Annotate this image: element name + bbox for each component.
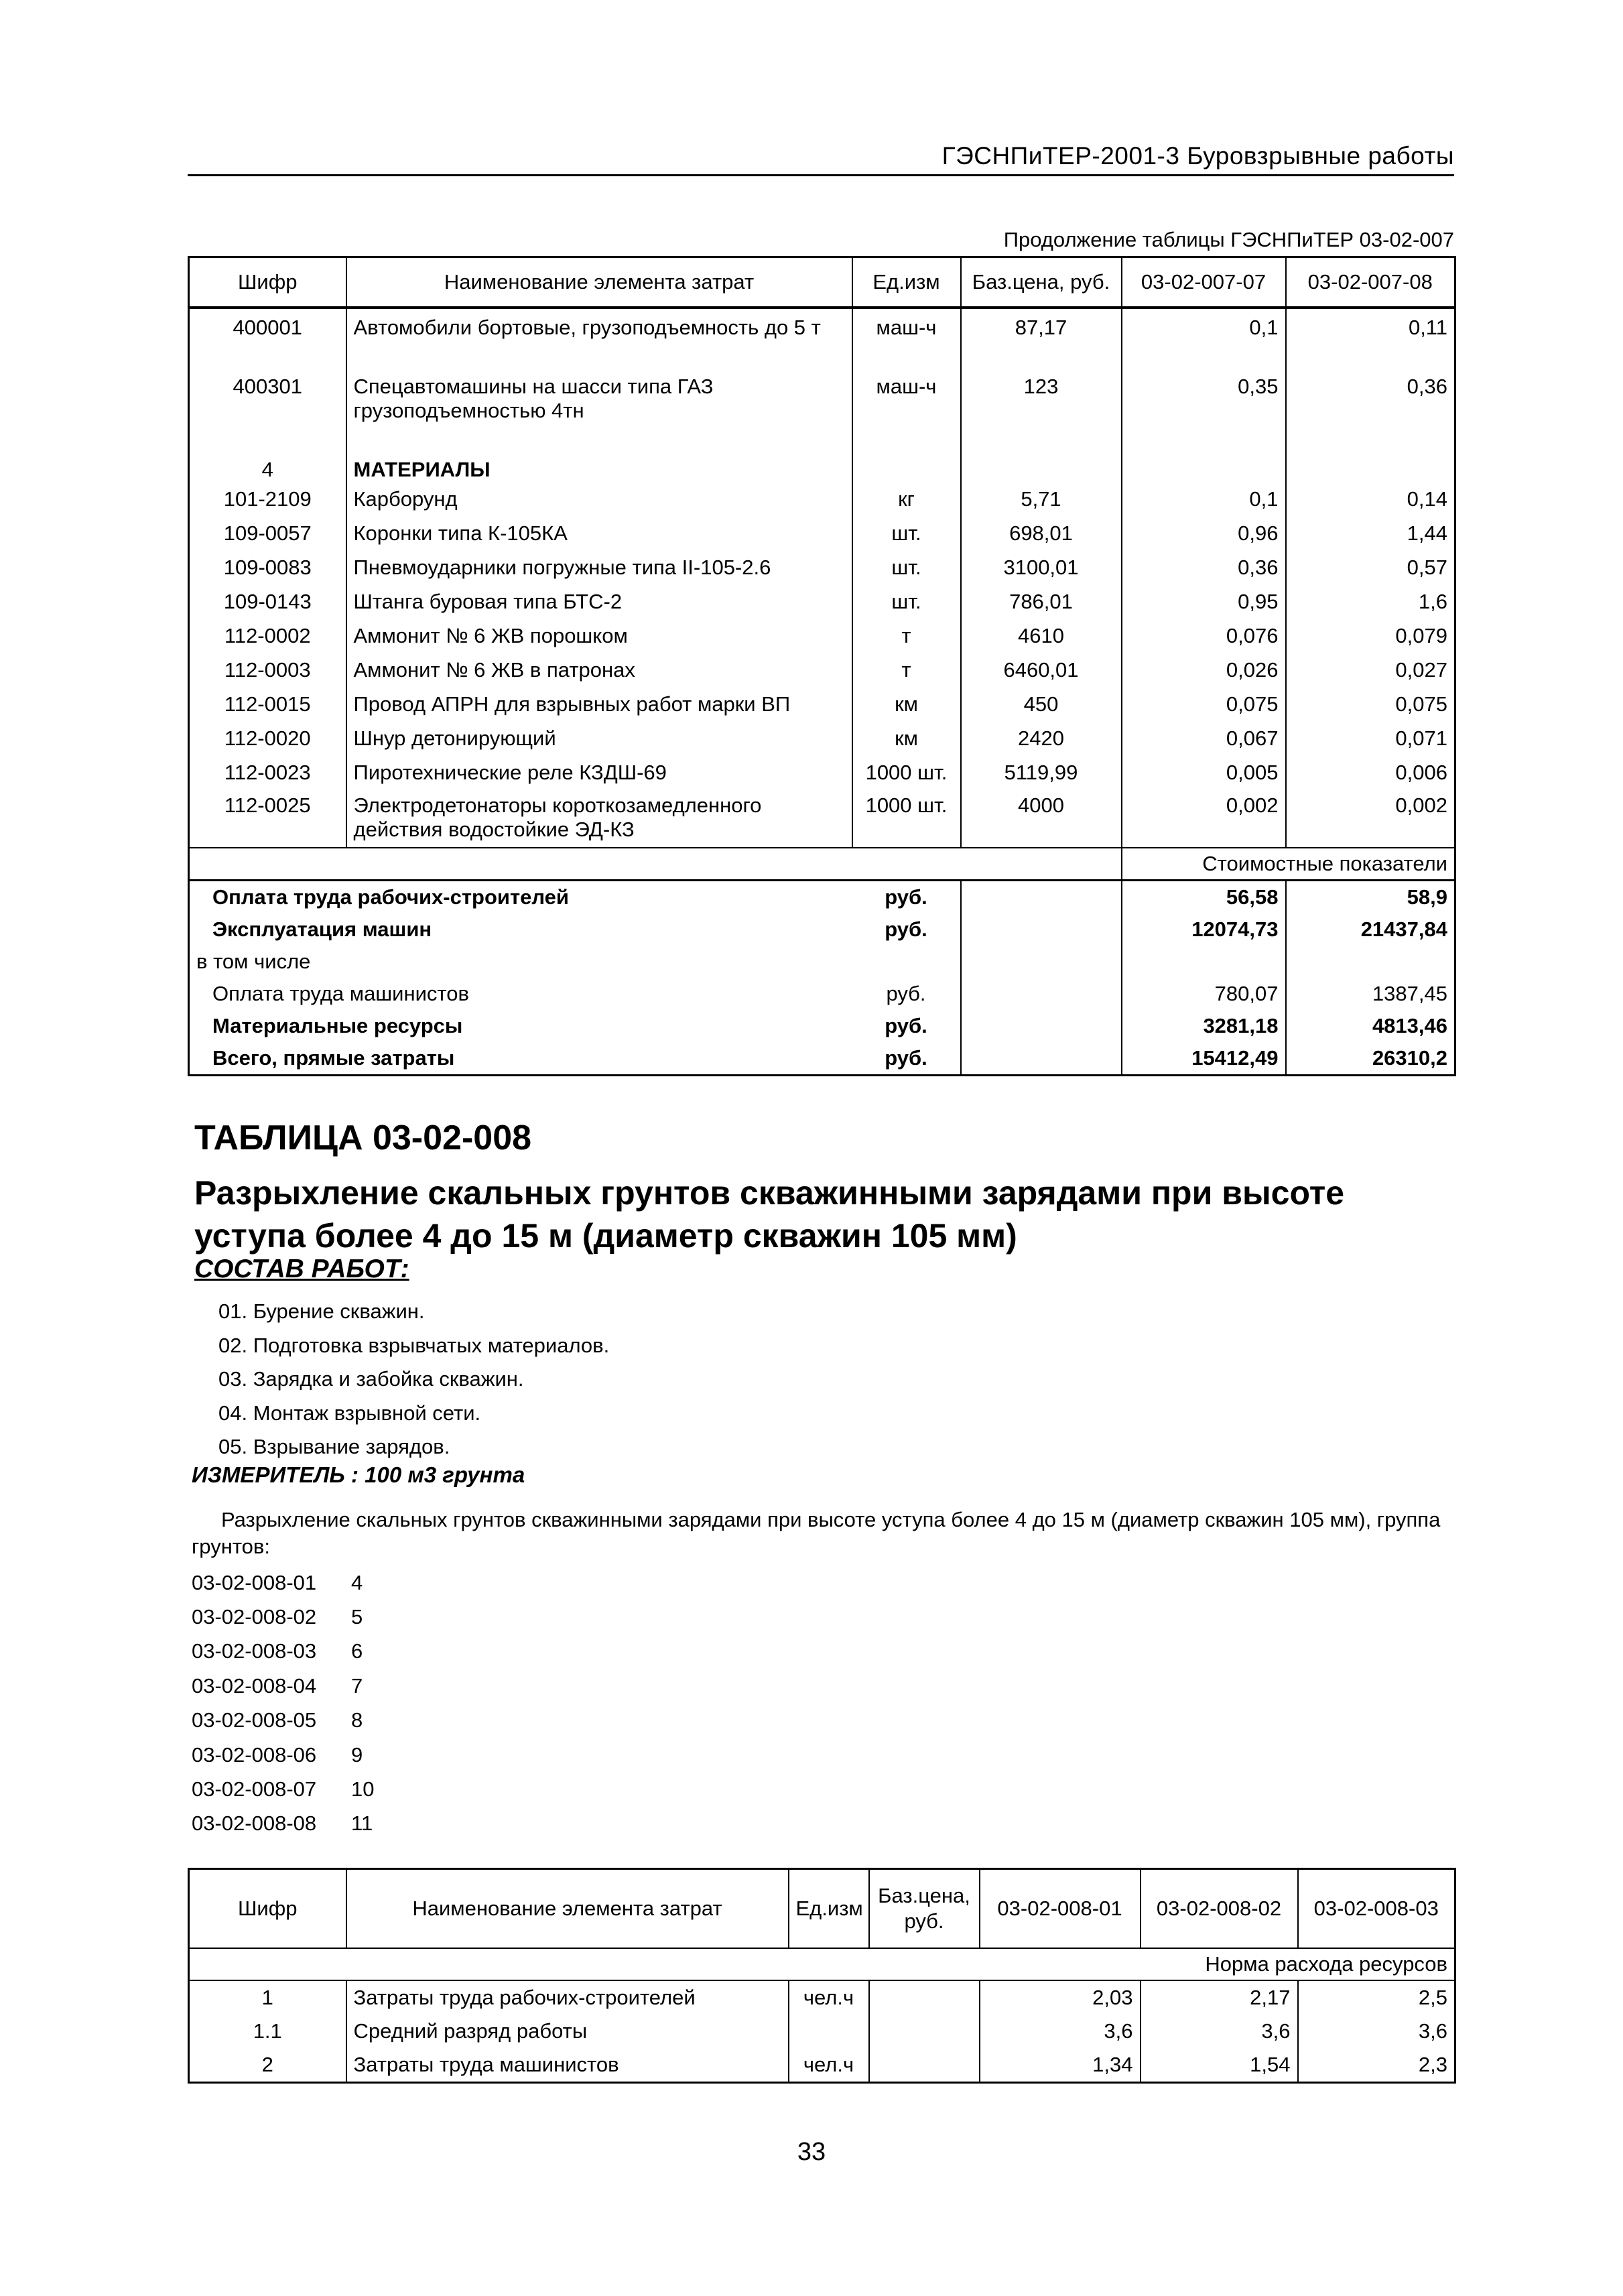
summary-unit: руб. bbox=[885, 917, 927, 941]
summary-value: 21437,84 bbox=[1360, 917, 1447, 941]
summary-row bbox=[189, 946, 1455, 978]
running-header: ГЭСНПиТЕР-2001-3 Буровзрывные работы bbox=[942, 142, 1454, 170]
cell-value: 0,075 bbox=[1395, 692, 1447, 716]
summary-label: Материальные ресурсы bbox=[212, 1014, 463, 1037]
column-header: Шифр bbox=[189, 1869, 346, 1949]
column-header: 03-02-007-08 bbox=[1286, 257, 1455, 308]
summary-unit: руб. bbox=[885, 1046, 927, 1070]
cell-price: 786,01 bbox=[961, 584, 1122, 619]
cell-price: 4000 bbox=[961, 789, 1122, 848]
cell-name: Шнур детонирующий bbox=[346, 721, 852, 755]
cell-name: Карборунд bbox=[346, 482, 852, 516]
cell-unit: чел.ч bbox=[789, 2048, 869, 2083]
cell-code: 109-0057 bbox=[223, 521, 312, 545]
summary-label: Всего, прямые затраты bbox=[212, 1046, 455, 1070]
cell-value: 0,57 bbox=[1407, 555, 1447, 579]
summary-value: 56,58 bbox=[1122, 881, 1286, 914]
table-row bbox=[189, 687, 1455, 721]
resource-table-03-02-008 bbox=[188, 1868, 1456, 2084]
group-number: 5 bbox=[351, 1605, 363, 1629]
cell-price bbox=[869, 2048, 980, 2083]
cell-code: 4 bbox=[261, 458, 273, 481]
group-item bbox=[192, 1807, 374, 1841]
group-number: 6 bbox=[351, 1639, 363, 1663]
cell-value: 3,6 bbox=[1141, 2015, 1298, 2048]
summary-label: в том числе bbox=[196, 950, 311, 973]
list-item: 05. Взрывание зарядов. bbox=[218, 1435, 450, 1458]
cell-name: Аммонит № 6 ЖВ в патронах bbox=[346, 653, 852, 687]
cell-value: 0,079 bbox=[1395, 623, 1447, 647]
group-code: 03-02-008-07 bbox=[192, 1777, 317, 1801]
cell-value: 0,96 bbox=[1122, 516, 1286, 550]
cell-unit bbox=[789, 2015, 869, 2048]
column-header: 03-02-007-07 bbox=[1122, 257, 1286, 308]
cell-name: Спецавтомашины на шасси типа ГАЗ грузоподъемностью 4тн bbox=[346, 356, 852, 452]
cell-value: 1,54 bbox=[1141, 2048, 1298, 2083]
group-item bbox=[192, 1704, 374, 1738]
table-row bbox=[189, 356, 1455, 452]
column-header: Наименование элемента затрат bbox=[346, 257, 852, 308]
cell-unit: маш-ч bbox=[852, 308, 961, 356]
cell-price: 698,01 bbox=[961, 516, 1122, 550]
summary-unit: руб. bbox=[885, 1014, 927, 1037]
column-header: Ед.изм bbox=[852, 257, 961, 308]
column-header: Шифр bbox=[189, 257, 346, 308]
cell-unit: шт. bbox=[852, 516, 961, 550]
column-header: Ед.изм bbox=[789, 1869, 869, 1949]
cell-value: 0,14 bbox=[1407, 487, 1447, 511]
cost-table-03-02-007 bbox=[188, 256, 1456, 1076]
cell-unit: кг bbox=[852, 482, 961, 516]
cell-value: 0,35 bbox=[1122, 356, 1286, 452]
table-row bbox=[189, 755, 1455, 789]
cell-value: 0,002 bbox=[1122, 789, 1286, 848]
table-row bbox=[189, 2015, 1455, 2048]
section-row-materials bbox=[189, 452, 1455, 482]
group-item bbox=[192, 1738, 374, 1772]
cell-value: 0,067 bbox=[1122, 721, 1286, 755]
work-list bbox=[218, 1295, 609, 1464]
summary-label: Оплата труда рабочих-строителей bbox=[212, 885, 569, 909]
summary-value: 58,9 bbox=[1407, 885, 1447, 909]
cell-value: 0,076 bbox=[1122, 619, 1286, 653]
summary-value: 780,07 bbox=[1122, 978, 1286, 1010]
group-number: 8 bbox=[351, 1708, 363, 1732]
cell-price: 3100,01 bbox=[961, 550, 1122, 584]
cell-value: 0,002 bbox=[1395, 793, 1447, 817]
table-header-row bbox=[189, 1869, 1455, 1949]
list-item: 02. Подготовка взрывчатых материалов. bbox=[218, 1333, 610, 1357]
cell-name: Электродетонаторы короткозамедленного действия водостойкие ЭД-КЗ bbox=[346, 789, 852, 848]
cell-value: 0,1 bbox=[1122, 308, 1286, 356]
column-header: 03-02-008-02 bbox=[1141, 1869, 1298, 1949]
cell-name: Штанга буровая типа БТС-2 bbox=[346, 584, 852, 619]
summary-value: 4813,46 bbox=[1372, 1014, 1447, 1037]
cell-value: 3,6 bbox=[980, 2015, 1141, 2048]
summary-row bbox=[189, 881, 1455, 914]
cell-code: 112-0025 bbox=[224, 793, 311, 817]
cell-price: 6460,01 bbox=[961, 653, 1122, 687]
cell-value: 2,5 bbox=[1418, 1986, 1447, 2009]
cell-name: Аммонит № 6 ЖВ порошком bbox=[346, 619, 852, 653]
cell-value: 0,36 bbox=[1407, 375, 1447, 398]
group-list bbox=[192, 1566, 374, 1841]
cell-value: 0,36 bbox=[1122, 550, 1286, 584]
table-row bbox=[189, 550, 1455, 584]
cell-name: Коронки типа К-105КА bbox=[346, 516, 852, 550]
group-number: 10 bbox=[351, 1777, 375, 1801]
table-continuation-label: Продолжение таблицы ГЭСНПиТЕР 03-02-007 bbox=[1003, 228, 1454, 251]
cell-name: Затраты труда машинистов bbox=[346, 2048, 789, 2083]
group-item bbox=[192, 1566, 374, 1600]
list-item: 01. Бурение скважин. bbox=[218, 1299, 425, 1323]
cell-value: 0,95 bbox=[1122, 584, 1286, 619]
cell-code: 1.1 bbox=[253, 2019, 282, 2043]
group-item bbox=[192, 1772, 374, 1806]
group-item bbox=[192, 1669, 374, 1703]
group-code: 03-02-008-08 bbox=[192, 1811, 317, 1836]
cell-code: 112-0002 bbox=[224, 623, 311, 647]
table-row bbox=[189, 1980, 1455, 2015]
group-number: 9 bbox=[351, 1742, 363, 1767]
column-header: 03-02-008-01 bbox=[980, 1869, 1141, 1949]
header-rule bbox=[188, 174, 1454, 176]
cell-name: Провод АПРН для взрывных работ марки ВП bbox=[346, 687, 852, 721]
column-header: Наименование элемента затрат bbox=[346, 1869, 789, 1949]
cell-unit: шт. bbox=[852, 550, 961, 584]
group-code: 03-02-008-04 bbox=[192, 1673, 317, 1698]
cell-code: 112-0003 bbox=[224, 657, 311, 682]
table-row bbox=[189, 619, 1455, 653]
list-item: 03. Зарядка и забойка скважин. bbox=[218, 1367, 524, 1391]
summary-value: 12074,73 bbox=[1122, 913, 1286, 946]
cell-value: 1,6 bbox=[1418, 589, 1447, 613]
table-row bbox=[189, 789, 1455, 848]
summary-row bbox=[189, 1042, 1455, 1076]
cell-code: 1 bbox=[261, 1986, 273, 2009]
group-number: 11 bbox=[351, 1811, 373, 1836]
cell-unit: 1000 шт. bbox=[852, 755, 961, 789]
list-item: 04. Монтаж взрывной сети. bbox=[218, 1401, 481, 1425]
cell-unit: км bbox=[852, 721, 961, 755]
summary-row bbox=[189, 1010, 1455, 1042]
cell-unit: чел.ч bbox=[789, 1980, 869, 2015]
cell-value: 0,071 bbox=[1395, 726, 1447, 750]
cost-indicators-header: Стоимостные показатели bbox=[1122, 848, 1455, 881]
cell-price: 4610 bbox=[961, 619, 1122, 653]
group-number: 7 bbox=[351, 1673, 363, 1698]
table-row bbox=[189, 653, 1455, 687]
cell-value: 2,03 bbox=[980, 1980, 1141, 2015]
cell-value: 1,44 bbox=[1407, 521, 1447, 545]
cell-value: 0,11 bbox=[1408, 316, 1447, 339]
column-header: 03-02-008-03 bbox=[1298, 1869, 1455, 1949]
cell-price: 5,71 bbox=[961, 482, 1122, 516]
cell-value: 1,34 bbox=[980, 2048, 1141, 2083]
cell-code: 101-2109 bbox=[223, 487, 312, 511]
intro-paragraph: Разрыхление скальных грунтов скважинными зарядами при высоте уступа более 4 до 15 м (диаметр скважин 105 мм), группа грунтов: bbox=[192, 1508, 1441, 1558]
norm-header-row bbox=[189, 1948, 1455, 1980]
cell-price bbox=[869, 2015, 980, 2048]
cell-unit: т bbox=[852, 653, 961, 687]
cell-code: 400001 bbox=[233, 316, 302, 339]
summary-value: 1387,45 bbox=[1372, 982, 1447, 1005]
table-row bbox=[189, 721, 1455, 755]
cell-unit: км bbox=[852, 687, 961, 721]
cell-value: 0,006 bbox=[1395, 760, 1447, 784]
cell-name: Пиротехнические реле КЗДШ-69 bbox=[346, 755, 852, 789]
cell-unit: 1000 шт. bbox=[852, 789, 961, 848]
cell-name: Автомобили бортовые, грузоподъемность до 5 т bbox=[346, 308, 852, 356]
table-row bbox=[189, 482, 1455, 516]
cell-name: Затраты труда рабочих-строителей bbox=[346, 1980, 789, 2015]
group-code: 03-02-008-02 bbox=[192, 1605, 317, 1629]
cell-code: 109-0083 bbox=[223, 555, 312, 579]
table-subtitle: Разрыхление скальных грунтов скважинными зарядами при высоте уступа более 4 до 15 м (диаметр скважин 105 мм) bbox=[194, 1174, 1345, 1255]
cell-price: 5119,99 bbox=[961, 755, 1122, 789]
summary-label: Эксплуатация машин bbox=[212, 917, 432, 941]
table-row bbox=[189, 2048, 1455, 2083]
cell-code: 112-0023 bbox=[224, 760, 311, 784]
cell-code: 112-0015 bbox=[224, 692, 311, 716]
group-code: 03-02-008-06 bbox=[192, 1742, 317, 1767]
cell-price bbox=[869, 1980, 980, 2015]
cell-code: 109-0143 bbox=[223, 589, 312, 613]
cell-value: 0,1 bbox=[1122, 482, 1286, 516]
cell-name: Средний разряд работы bbox=[346, 2015, 789, 2048]
column-header: Баз.цена, руб. bbox=[961, 257, 1122, 308]
section-title: МАТЕРИАЛЫ bbox=[346, 452, 852, 482]
table-row bbox=[189, 516, 1455, 550]
table-header-row bbox=[189, 257, 1455, 308]
measure-unit: ИЗМЕРИТЕЛЬ : 100 м3 грунта bbox=[192, 1462, 525, 1487]
summary-row bbox=[189, 978, 1455, 1010]
cell-value: 0,075 bbox=[1122, 687, 1286, 721]
cell-value: 0,005 bbox=[1122, 755, 1286, 789]
table-row bbox=[189, 584, 1455, 619]
group-code: 03-02-008-01 bbox=[192, 1570, 317, 1594]
table-title: ТАБЛИЦА 03-02-008 bbox=[194, 1119, 532, 1157]
summary-value: 15412,49 bbox=[1122, 1042, 1286, 1076]
page-number: 33 bbox=[797, 2138, 826, 2166]
group-number: 4 bbox=[351, 1570, 363, 1594]
cell-value: 3,6 bbox=[1418, 2019, 1447, 2043]
cell-name: Пневмоударники погружные типа II-105-2.6 bbox=[346, 550, 852, 584]
table-row bbox=[189, 308, 1455, 356]
summary-row bbox=[189, 913, 1455, 946]
summary-unit: руб. bbox=[886, 982, 926, 1005]
cell-code: 112-0020 bbox=[224, 726, 311, 750]
group-code: 03-02-008-05 bbox=[192, 1708, 317, 1732]
cell-price: 2420 bbox=[961, 721, 1122, 755]
cost-indicators-header-row bbox=[189, 848, 1455, 881]
cell-code: 2 bbox=[261, 2053, 273, 2076]
cell-unit: шт. bbox=[852, 584, 961, 619]
cell-unit: т bbox=[852, 619, 961, 653]
cell-value: 2,3 bbox=[1418, 2053, 1447, 2076]
group-item bbox=[192, 1635, 374, 1669]
cell-unit: маш-ч bbox=[852, 356, 961, 452]
cell-price: 123 bbox=[961, 356, 1122, 452]
column-header: Баз.цена, руб. bbox=[869, 1869, 980, 1949]
cell-value: 0,027 bbox=[1395, 657, 1447, 682]
cell-value: 0,026 bbox=[1122, 653, 1286, 687]
cell-price: 450 bbox=[961, 687, 1122, 721]
group-item bbox=[192, 1600, 374, 1634]
summary-value: 26310,2 bbox=[1372, 1046, 1447, 1070]
summary-label: Оплата труда машинистов bbox=[212, 982, 469, 1005]
cell-price: 87,17 bbox=[961, 308, 1122, 356]
norm-header: Норма расхода ресурсов bbox=[189, 1948, 1455, 1980]
summary-value: 3281,18 bbox=[1122, 1010, 1286, 1042]
cell-value: 2,17 bbox=[1141, 1980, 1298, 2015]
cell-code: 400301 bbox=[233, 375, 302, 398]
composition-heading: СОСТАВ РАБОТ: bbox=[194, 1255, 409, 1283]
summary-unit: руб. bbox=[885, 885, 927, 909]
group-code: 03-02-008-03 bbox=[192, 1639, 317, 1663]
